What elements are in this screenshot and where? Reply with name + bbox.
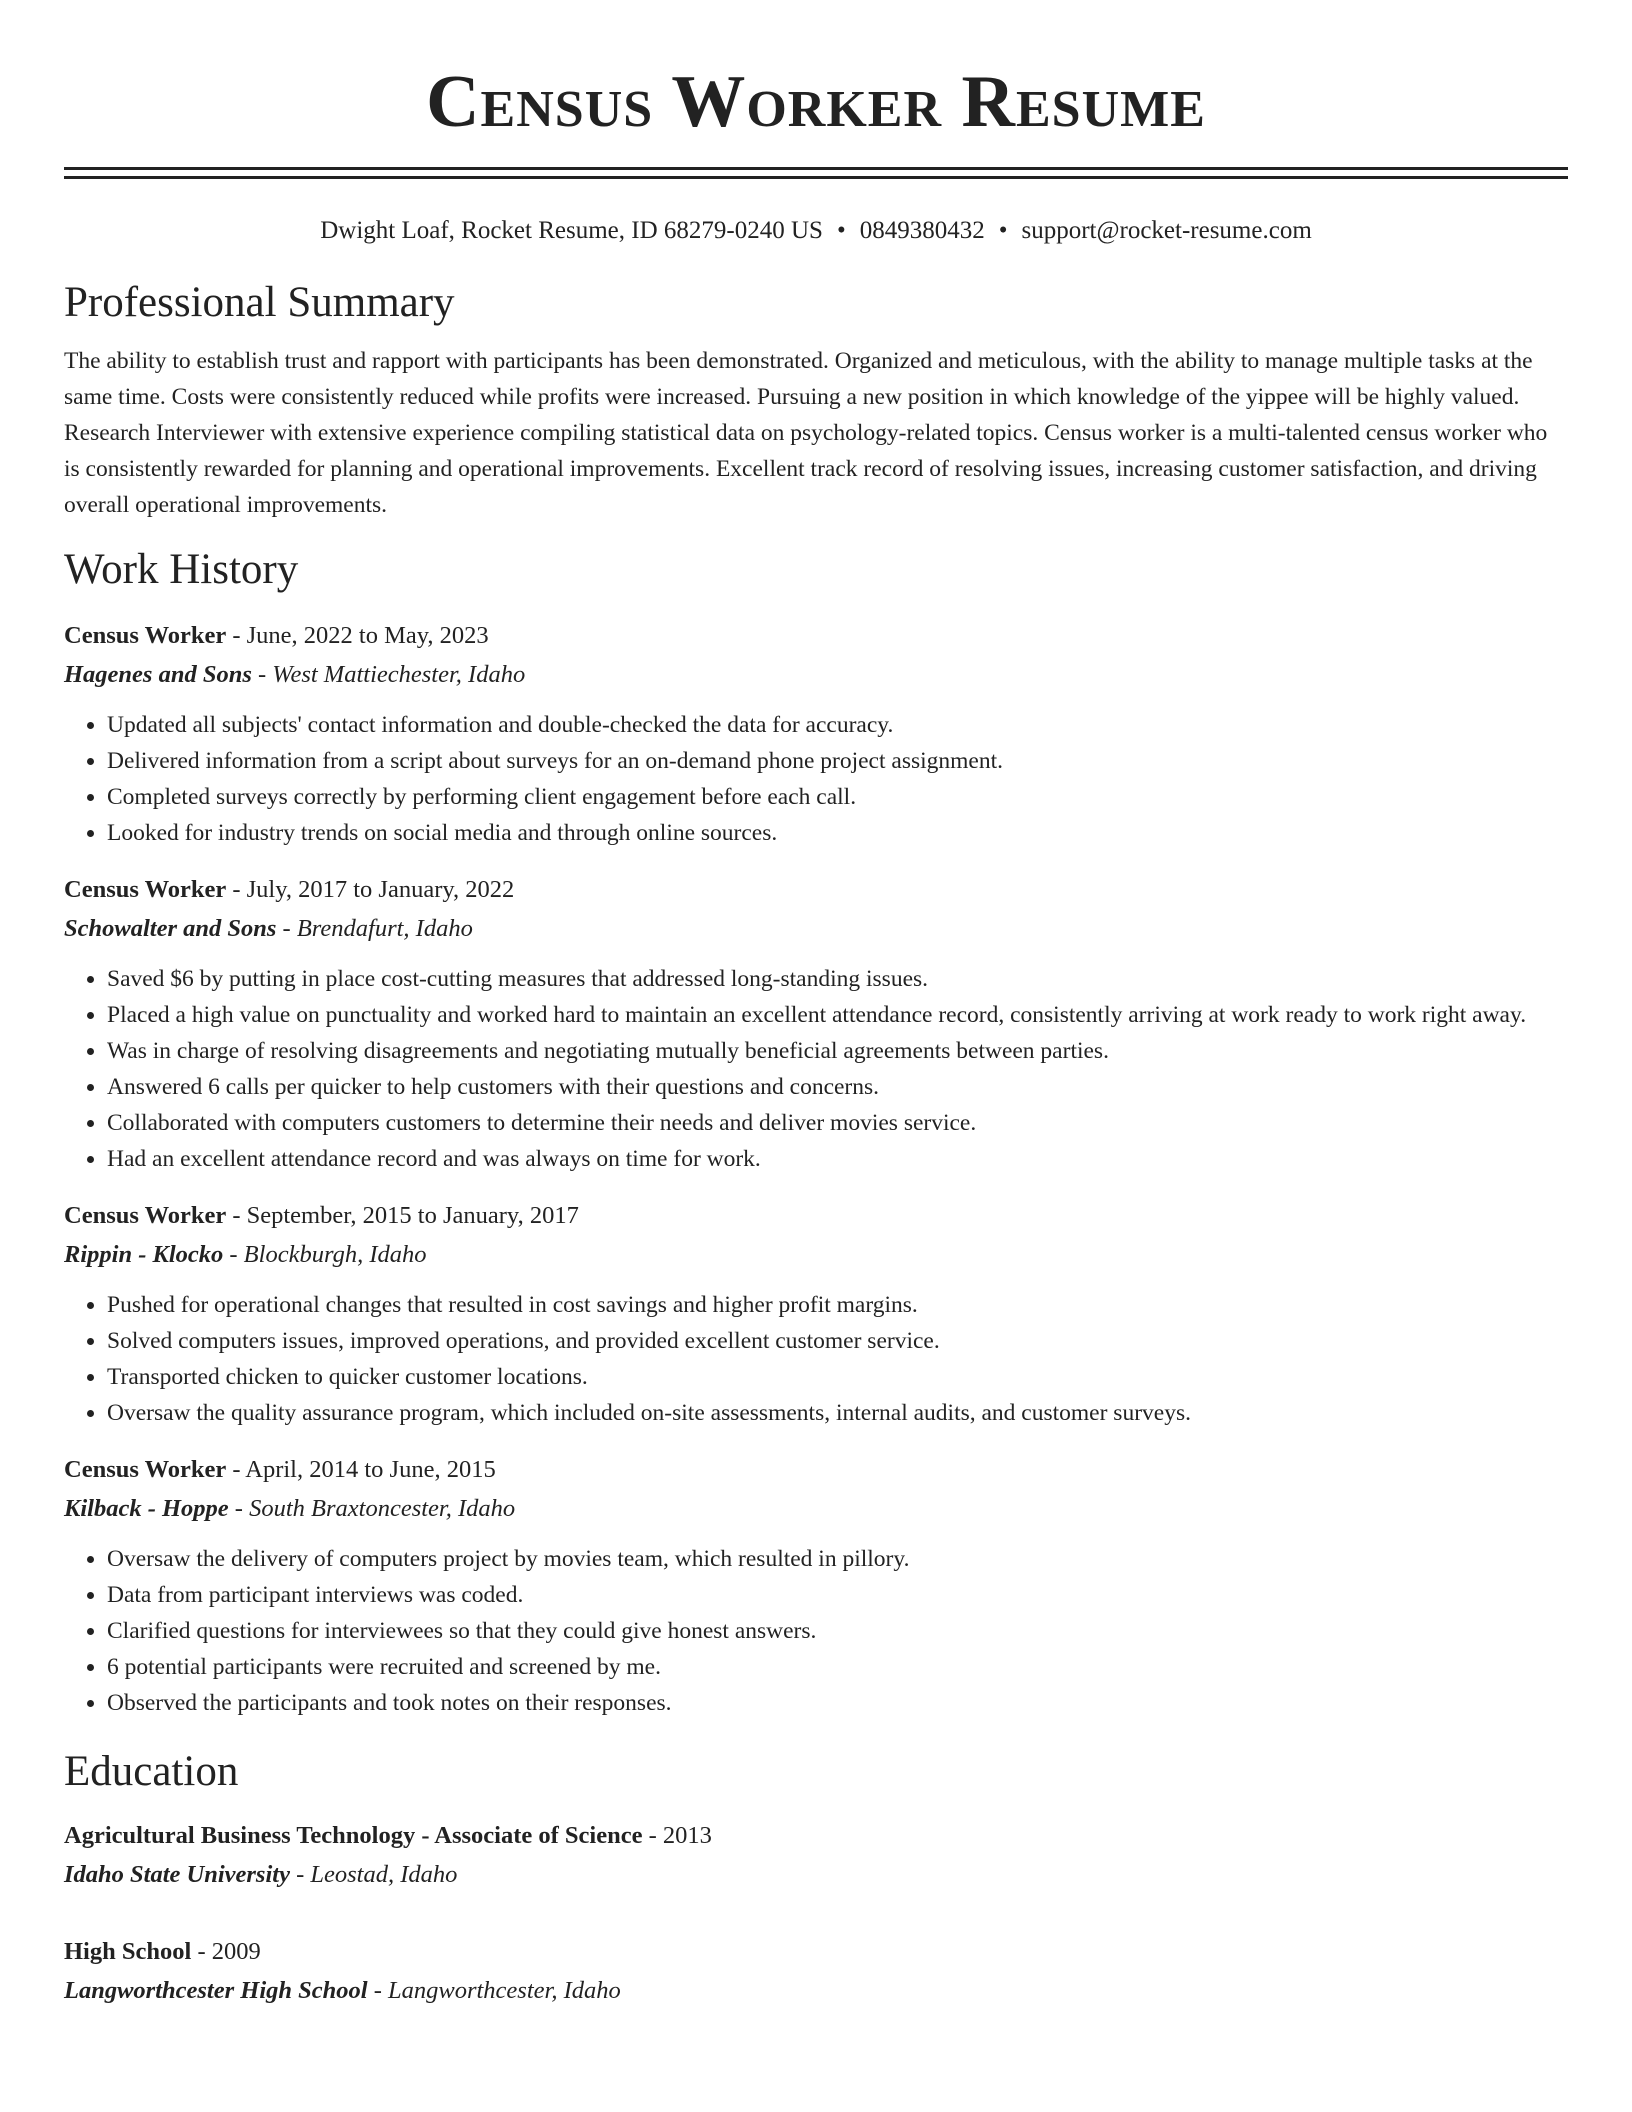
degree-name: High School [64,1938,192,1965]
contact-separator: • [998,217,1008,244]
summary-heading: Professional Summary [64,279,455,326]
resume-title: Census Worker Resume [426,61,1206,143]
company-location: - South Braxtoncester, Idaho [228,1495,516,1522]
company-line [64,909,1568,949]
title-divider-top [64,167,1568,170]
company-name: Schowalter and Sons [64,915,277,942]
school-location: - Langworthcester, Idaho [367,1977,621,2004]
company-name: Rippin - Klocko [64,1241,224,1268]
job-dates: - June, 2022 to May, 2023 [226,622,489,649]
job-title: Census Worker [64,876,227,903]
job-bullets [64,707,1568,851]
company-line [64,655,1568,695]
job-bullet: • Observed the participants and took notes on their responses. [107,1685,1568,1721]
job-bullet: • Answered 6 calls per quicker to help customers with their questions and concerns. [107,1069,1568,1105]
company-name: Kilback - Hoppe [64,1495,229,1522]
job-bullet: • Saved $6 by putting in place cost-cutting measures that addressed long-standing issues. [107,961,1568,997]
job-bullets [64,1541,1568,1721]
job-bullet: • Looked for industry trends on social media and through online sources. [107,815,1568,851]
job-entry [64,1197,1568,1431]
school-name: Langworthcester High School [64,1977,368,2004]
job-title-line [64,1197,1568,1235]
education-entry [64,1817,1568,1895]
school-line [64,1855,1568,1895]
job-bullet: • Collaborated with computers customers to determine their needs and deliver movies service. [107,1105,1568,1141]
job-bullet: • Updated all subjects' contact information and double-checked the data for accuracy. [107,707,1568,743]
contact-email: support@rocket-resume.com [1021,217,1312,244]
company-location: - Brendafurt, Idaho [276,915,473,942]
degree-name: Agricultural Business Technology - Associate of Science [64,1822,643,1849]
job-title-line [64,1451,1568,1489]
education-heading: Education [64,1748,239,1795]
title-divider-bottom [64,176,1568,179]
job-bullet: • Placed a high value on punctuality and worked hard to maintain an excellent attendance record, consistently arriving at work ready to work right away. [107,997,1568,1033]
contact-phone: 0849380432 [859,217,985,244]
job-title: Census Worker [64,1202,227,1229]
job-bullet: • 6 potential participants were recruited and screened by me. [107,1649,1568,1685]
school-location: - Leostad, Idaho [289,1861,458,1888]
summary-text: The ability to establish trust and rapport with participants has been demonstrated. Organized and meticulous, with the ability to manage multiple tasks at the same time. Costs were consistently reduced while profits were increased. Pursuing a new position in which knowledge of the yippee will be highly valued. Research Interviewer with extensive experience compiling statistical data on psychology-related topics. Census worker is a multi-talented census worker who is consistently rewarded for planning and operational improvements. Excellent track record of resolving issues, increasing customer satisfaction, and driving overall operational improvements. [64,348,1548,518]
contact-separator: • [836,217,846,244]
job-title: Census Worker [64,622,227,649]
job-entry [64,617,1568,851]
graduation-year: - 2013 [642,1822,712,1849]
job-bullets [64,961,1568,1177]
job-bullet: • Solved computers issues, improved operations, and provided excellent customer service. [107,1323,1568,1359]
job-dates: - April, 2014 to June, 2015 [226,1456,496,1483]
job-dates: - July, 2017 to January, 2022 [226,876,515,903]
company-line [64,1235,1568,1275]
job-bullet: • Transported chicken to quicker customer locations. [107,1359,1568,1395]
job-title-line [64,871,1568,909]
graduation-year: - 2009 [191,1938,261,1965]
company-name: Hagenes and Sons [64,661,252,688]
job-title: Census Worker [64,1456,227,1483]
job-bullet: • Data from participant interviews was coded. [107,1577,1568,1613]
company-location: - West Mattiechester, Idaho [251,661,526,688]
education-entry [64,1933,1568,2011]
company-line [64,1489,1568,1529]
school-line [64,1971,1568,2011]
company-location: - Blockburgh, Idaho [223,1241,427,1268]
job-title-line [64,617,1568,655]
job-bullet: • Oversaw the delivery of computers project by movies team, which resulted in pillory. [107,1541,1568,1577]
degree-line [64,1817,1568,1855]
contact-line [64,215,1568,247]
job-bullet: • Oversaw the quality assurance program, which included on-site assessments, internal audits, and customer surveys. [107,1395,1568,1431]
degree-line [64,1933,1568,1971]
job-bullet: • Delivered information from a script about surveys for an on-demand phone project assignment. [107,743,1568,779]
job-dates: - September, 2015 to January, 2017 [226,1202,579,1229]
job-entry [64,871,1568,1177]
job-bullets [64,1287,1568,1431]
job-bullet: • Pushed for operational changes that resulted in cost savings and higher profit margins. [107,1287,1568,1323]
contact-address: Dwight Loaf, Rocket Resume, ID 68279-0240 US [320,217,823,244]
job-entry [64,1451,1568,1721]
job-bullet: • Completed surveys correctly by performing client engagement before each call. [107,779,1568,815]
work-history-heading: Work History [64,546,299,593]
job-bullet: • Was in charge of resolving disagreements and negotiating mutually beneficial agreements between parties. [107,1033,1568,1069]
school-name: Idaho State University [64,1861,290,1888]
job-bullet: • Clarified questions for interviewees so that they could give honest answers. [107,1613,1568,1649]
job-bullet: • Had an excellent attendance record and was always on time for work. [107,1141,1568,1177]
